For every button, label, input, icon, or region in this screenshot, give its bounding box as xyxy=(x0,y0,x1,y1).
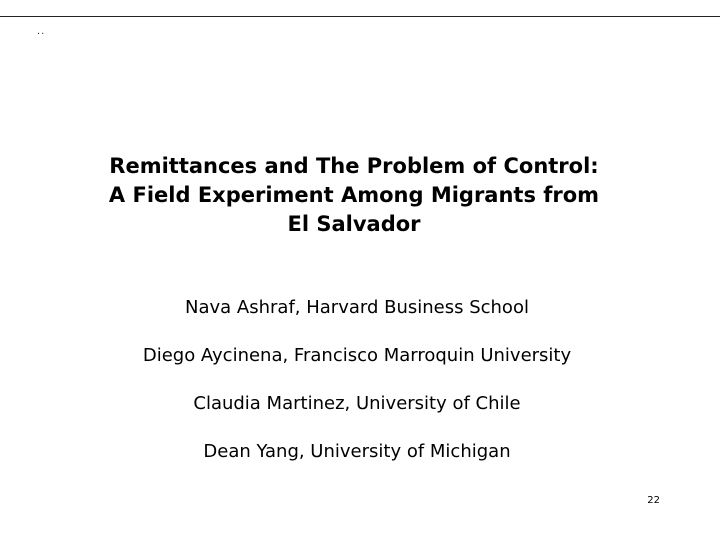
page-number: 22 xyxy=(647,495,660,506)
title-line-2: A Field Experiment Among Migrants from xyxy=(108,183,600,207)
title-line-1: Remittances and The Problem of Control: xyxy=(109,154,599,178)
author-list xyxy=(40,294,674,486)
author-4: Dean Yang, University of Michigan xyxy=(203,441,511,462)
author-2: Diego Aycinena, Francisco Marroquin University xyxy=(142,345,572,366)
author-3: Claudia Martinez, University of Chile xyxy=(193,393,521,414)
title-line-3: El Salvador xyxy=(287,212,421,236)
header-divider xyxy=(0,16,720,17)
corner-mark: .. xyxy=(37,26,46,37)
author-1: Nava Ashraf, Harvard Business School xyxy=(185,297,529,318)
slide-title xyxy=(40,152,668,239)
